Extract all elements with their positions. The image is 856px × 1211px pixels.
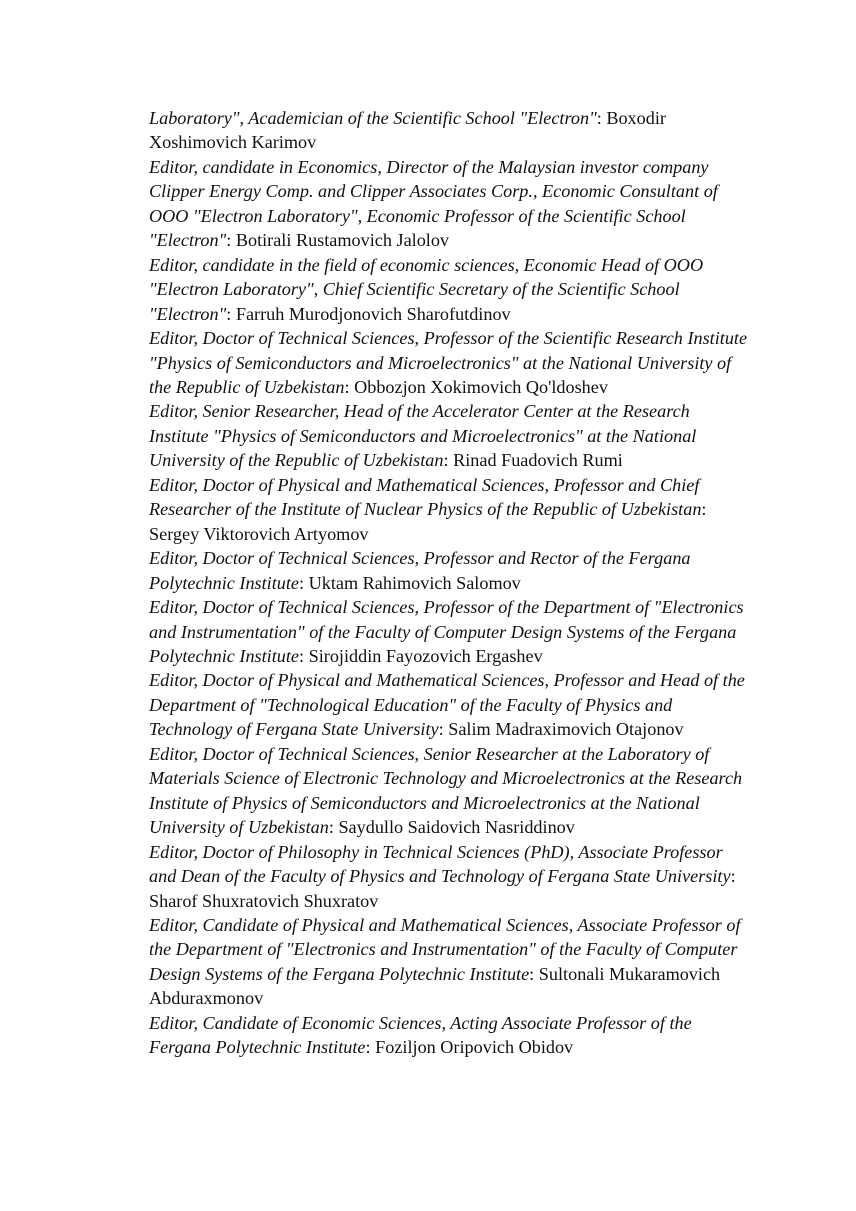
- member-role: Editor, Doctor of Physical and Mathematical Sciences, Professor and Head of the Department of "Technological Education" of the Faculty of Physics and Technology of Fergana State University: [149, 670, 745, 740]
- board-entry: Editor, Senior Researcher, Head of the Accelerator Center at the Research Institute "Physics of Semiconductors and Microelectronics" at the National University of the Republic of Uzbekistan: Rinad Fuadovich Rumi: [149, 401, 697, 471]
- member-name: Sharof Shuxratovich Shuxratov: [149, 890, 379, 911]
- member-name: Foziljon Oripovich Obidov: [375, 1037, 574, 1058]
- board-entry: Editor, Candidate of Physical and Mathematical Sciences, Associate Professor of the Department of "Electronics and Instrumentation" of the Faculty of Computer Design Systems of the Fergana Polytechnic Institute: Sultonali Mukaramovich Abduraxmonov: [149, 914, 741, 1009]
- member-name: Sergey Viktorovich Artyomov: [149, 523, 369, 544]
- member-role: Editor, candidate in Economics, Director of the Malaysian investor company Clipper Energy Comp. and Clipper Associates Corp., Economic Consultant of OOO "Electron Laboratory", Economic Professor of the Scientific School "Electron": [149, 156, 718, 251]
- board-entry: Editor, Doctor of Technical Sciences, Professor of the Department of "Electronics and Instrumentation" of the Faculty of Computer Design Systems of the Fergana Polytechnic Institute: Sirojiddin Fayozovich Ergashev: [149, 597, 744, 666]
- member-name: Sirojiddin Fayozovich Ergashev: [308, 645, 543, 666]
- member-role: Editor, Doctor of Technical Sciences, Senior Researcher at the Laboratory of Materials Science of Electronic Technology and Microelectronics at the Research Institute of Physics of Semiconductors and Microelectronics at the National University of Uzbekistan: [149, 743, 743, 838]
- member-name: Salim Madraximovich Otajonov: [448, 719, 684, 740]
- editorial-board-list: [149, 106, 749, 1060]
- member-role: Editor, Doctor of Philosophy in Technical Sciences (PhD), Associate Professor and Dean of the Faculty of Physics and Technology of Fergana State University: [149, 841, 731, 887]
- board-entry: Editor, candidate in the field of economic sciences, Economic Head of OOO "Electron Laboratory", Chief Scientific Secretary of the Scientific School "Electron": Farruh Murodjonovich Sharofutdinov: [149, 254, 704, 324]
- board-entry: Editor, Doctor of Physical and Mathematical Sciences, Professor and Head of the Department of "Technological Education" of the Faculty of Physics and Technology of Fergana State University: Salim Madraximovich Otajonov: [149, 670, 745, 740]
- board-entry: Editor, Doctor of Technical Sciences, Professor of the Scientific Research Institute "Physics of Semiconductors and Microelectronics" at the National University of the Republic of Uzbekistan: Obbozjon Xokimovich Qo'ldoshev: [149, 328, 748, 397]
- member-role: Editor, Doctor of Technical Sciences, Professor and Rector of the Fergana Polytechnic Institute: [149, 548, 691, 593]
- board-entry: Laboratory", Academician of the Scientific School "Electron": Boxodir Xoshimovich Karimov: [149, 108, 666, 153]
- member-name: Obbozjon Xokimovich Qo'ldoshev: [354, 376, 608, 397]
- board-entry: Editor, Doctor of Technical Sciences, Professor and Rector of the Fergana Polytechnic Institute: Uktam Rahimovich Salomov: [149, 548, 691, 593]
- board-entry: Editor, candidate in Economics, Director of the Malaysian investor company Clipper Energy Comp. and Clipper Associates Corp., Economic Consultant of OOO "Electron Laboratory", Economic Professor of the Scientific School "Electron": Botirali Rustamovich Jalolov: [149, 156, 718, 251]
- member-role: Editor, Doctor of Technical Sciences, Professor of the Scientific Research Institute "Physics of Semiconductors and Microelectronics" at the National University of the Republic of Uzbekistan: [149, 328, 748, 397]
- member-name: Saydullo Saidovich Nasriddinov: [338, 817, 575, 838]
- member-name: Rinad Fuadovich Rumi: [453, 450, 623, 471]
- member-name: Uktam Rahimovich Salomov: [308, 572, 521, 593]
- member-name: Botirali Rustamovich Jalolov: [235, 230, 450, 251]
- member-name: Sultonali Mukaramovich Abduraxmonov: [149, 963, 721, 1009]
- board-entry: Editor, Doctor of Philosophy in Technical Sciences (PhD), Associate Professor and Dean of the Faculty of Physics and Technology of Fergana State University: Sharof Shuxratovich Shuxratov: [149, 841, 736, 911]
- member-name: Boxodir Xoshimovich Karimov: [149, 108, 666, 153]
- member-role: Editor, Candidate of Economic Sciences, Acting Associate Professor of the Fergana Polytechnic Institute: [149, 1012, 692, 1058]
- member-name: Farruh Murodjonovich Sharofutdinov: [235, 303, 511, 324]
- board-entry: Editor, Candidate of Economic Sciences, Acting Associate Professor of the Fergana Polytechnic Institute: Foziljon Oripovich Obidov: [149, 1012, 692, 1058]
- member-role: Editor, Doctor of Physical and Mathematical Sciences, Professor and Chief Researcher of the Institute of Nuclear Physics of the Republic of Uzbekistan: [149, 474, 702, 520]
- board-entry: Editor, Doctor of Physical and Mathematical Sciences, Professor and Chief Researcher of the Institute of Nuclear Physics of the Republic of Uzbekistan: Sergey Viktorovich Artyomov: [149, 474, 707, 544]
- board-entry: Editor, Doctor of Technical Sciences, Senior Researcher at the Laboratory of Materials Science of Electronic Technology and Microelectronics at the Research Institute of Physics of Semiconductors and Microelectronics at the National University of Uzbekistan: Saydullo Saidovich Nasriddinov: [149, 743, 743, 838]
- member-role: Editor, Doctor of Technical Sciences, Professor of the Department of "Electronics and Instrumentation" of the Faculty of Computer Design Systems of the Fergana Polytechnic Institute: [149, 597, 744, 666]
- member-role: Editor, candidate in the field of economic sciences, Economic Head of OOO "Electron Laboratory", Chief Scientific Secretary of the Scientific School "Electron": [149, 254, 704, 324]
- member-role: Editor, Senior Researcher, Head of the Accelerator Center at the Research Institute "Physics of Semiconductors and Microelectronics" at the National University of the Republic of Uzbekistan: [149, 401, 697, 471]
- member-role: Laboratory", Academician of the Scientific School "Electron": [149, 108, 597, 128]
- member-role: Editor, Candidate of Physical and Mathematical Sciences, Associate Professor of the Department of "Electronics and Instrumentation" of the Faculty of Computer Design Systems of the Fergana Polytechnic Institute: [149, 914, 741, 984]
